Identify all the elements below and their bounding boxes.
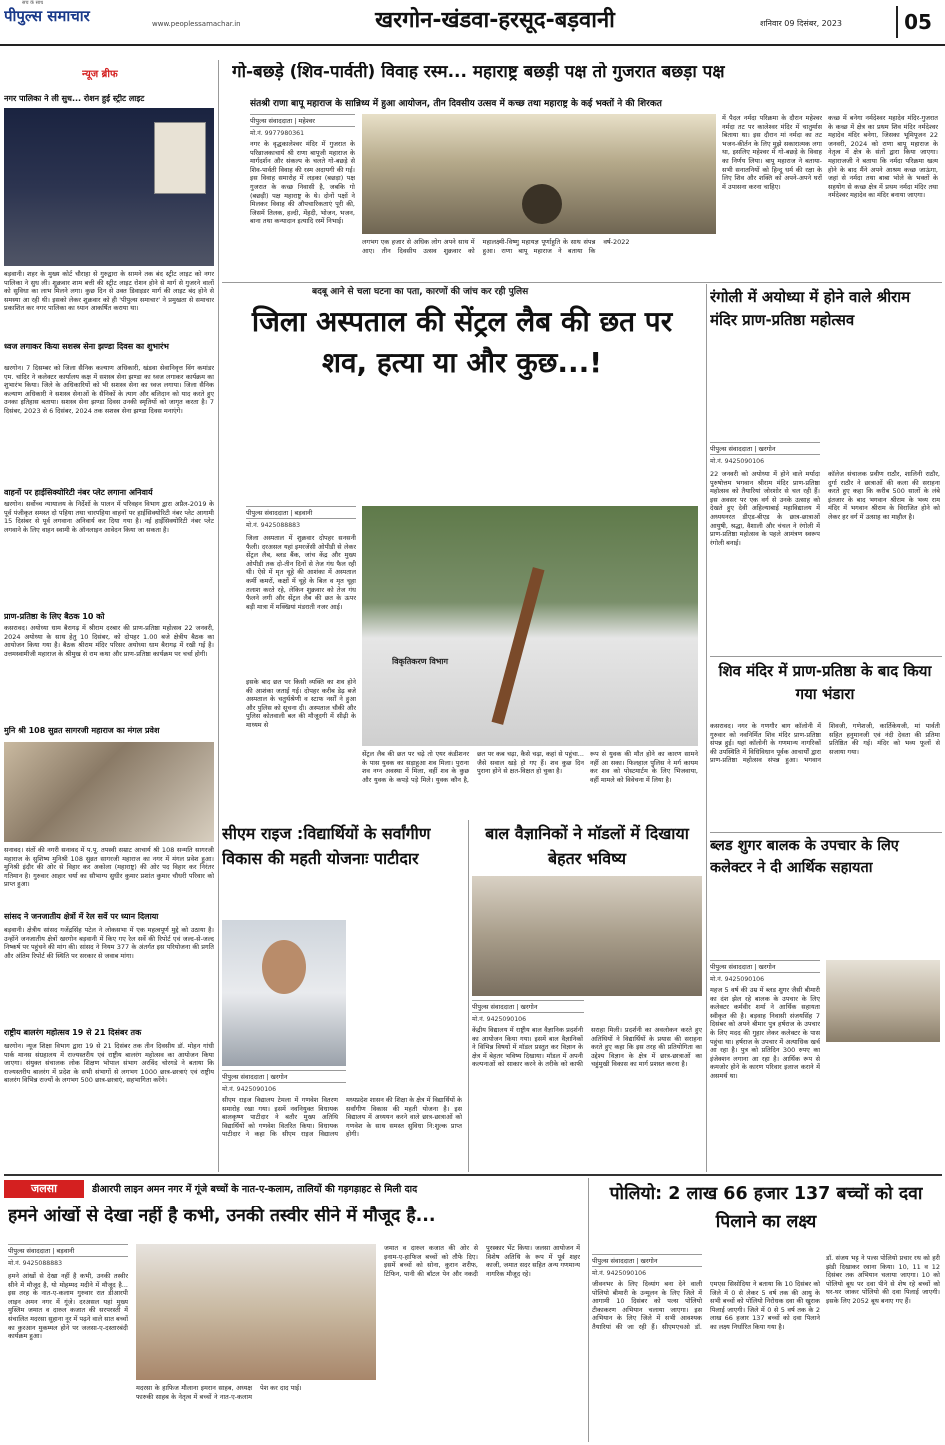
science-byline: पीपुल्स संवाददाता | खरगोन <box>472 1000 584 1013</box>
jalsa-mobile: मो.नं. 9425088883 <box>8 1260 63 1267</box>
story-jalsa <box>4 1178 584 1442</box>
news-brief-column <box>4 66 214 1174</box>
cow-subhead: संतश्री राणा बापू महाराज के सान्निध्य में हुआ आयोजन, तीन दिवसीय उत्सव में कच्छ तथा महाराष्ट्र के कई भक्तों ने की शिरकत <box>250 99 662 109</box>
hospital-body-3: सेंट्रल लैब की छत पर चढ़े तो एयर कंडीशनर के पास युवक का सड़ाहूआ शव मिला। पुराना शव नग्न अवस्था में मिला, वहीं शव के कुछ और युवक के कपड़े पड़े मिले। युवक कौन है, छत पर कब चढ़ा, कैसे चढ़ा, कहां से पहुंचा... जैसे सवाल खड़े हो गए हैं। शव कुछ दिन पुराना होने से क्षत-विक्षत हो चुका है। <box>362 750 584 784</box>
brief-body-3: खरगोन। सर्वोच्च न्यायालय के निर्देशों के पालन में परिवहन विभाग द्वारा अप्रैल-2019 के पूर्व पंजीकृत समस्त दो पहिया तथा चारपहिया वाहनों पर हाईसिक्योरिटी नंबर प्लेट आगामी 15 दिसंबर से पूर्व लगवाना अनिवार्य कर दिया गया है। नई हाईसिक्योरिटी नंबर प्लेट लगवाने के लिए वाहन स्वामी के ऑनलाइन आवेदन किया जा सकता है। <box>4 500 214 534</box>
brief-body-2: खरगोन। 7 दिसम्बर को जिला सैनिक कल्याण अधिकारी, खंडवा सेवानिवृत्त विंग कमांडर एम. चांदिर ने कलेक्टर कार्यालय कक्ष में सशस्त्र सेना झण्डा का ध्वज लगाकर कार्यक्रम का शुभारंभ किया। जिले के अधिकारियों को भी सशस्त्र सेना का ध्वज लगाया। जिला सैनिक कल्याण अधिकारी ने सशस्त्र सेनाओं के सैनिकों के त्याग और बलिदान को याद करते हुए उनका इतिहास बताया। सशस्त्र सेना झण्डा दिवस उनकी स्मृतियों को जागृत करता है। 7 दिसंबर, 2023 से 6 दिसंबर, 2024 तक सशस्त्र सेना झण्डा दिवस मनाएंगे। <box>4 364 214 415</box>
jalsa-kicker: डीआरपी लाइन अमन नगर में गूंजे बच्चों के नात-ए-कलाम, तालियों की गड़गड़ाहट से मिली दाद <box>92 1184 418 1195</box>
cmrise-body: सीएम राइज विद्यालय टेमला में गणवेश वितरण समारोह रखा गया। इसमें नवनियुक्त विधायक बालकृष्ण पाटीदार ने बतौर मुख्य अतिथि विद्यार्थियों को गणवेश वितरित किया। विधायक पाटीदार ने कहा कि सीएम राइज विद्यालय मध्यप्रदेश शासन की शिक्षा के क्षेत्र में विद्यार्थियों के सर्वांगीण विकास की महती योजना है। इस विद्यालय में अध्ययन करने वाले छात्र-छात्राओं को गणवेश के साथ समस्त सुविधा नि:शुल्क प्राप्त होगी। <box>222 1096 462 1139</box>
brief-label: न्यूज ब्रीफ <box>82 69 118 80</box>
shiv-body: कसरावद। नगर के गणगौर बाग कॉलोनी में गुरुवार को नवनिर्मित शिव मंदिर प्राण-प्रतिष्ठा संपन्न हुई। यहां कॉलोनी के गणमान्य नागरिकों की उपस्थिति में विधिविधान पूर्वक आचार्यों द्वारा प्राण-प्रतिष्ठा महोत्सव संपन्न हुआ। भगवान शिवजी, गणेशजी, कार्तिकेयजी, मां पार्वती सहित हनुमानजी एवं नंदी देवता की प्रतिमा प्रतिष्ठित की गई। मंदिर को भव्य फूलों से सजाया गया। <box>710 722 940 765</box>
polio-headline: पोलियो: 2 लाख 66 हजार 137 बच्चों को दवा पिलाने का लक्ष्य <box>609 1184 923 1232</box>
logo-tagline: सच के साथ <box>22 0 44 6</box>
hospital-headline: जिला अस्पताल की सेंट्रल लैब की छत पर शव, हत्या या और कुछ...! <box>251 305 673 379</box>
brief-headline-3: वाहनों पर हाईसिक्योरिटी नंबर प्लेट लगाना अनिवार्य <box>4 488 153 497</box>
jalsa-body: हमने आंखों से देखा नहीं है कभी, उनकी तस्वीर सीने में मौजूद है, यो मोहम्मद मदीने में मौजूद है... इस तरह के नात-ए-कलाम गुरुवार रात डीआरपी लाइन अमन नगर में गूंजे। दरअसल यहां मुख्य मुस्लिम जमात व दारुल कजात की सरपरस्ती में संचालित मदरसा सुहाना नूर में पढ़ने वाले सात बच्चों का कुरआन मुकम्मल होने पर जलसा-ए-दस्तारबंदी कार्यक्रम हुआ। <box>8 1272 128 1341</box>
brief-headline-5: मुनि श्री 108 सुव्रत सागरजी महाराज का मंगल प्रवेश <box>4 726 160 735</box>
shiv-headline: शिव मंदिर में प्राण-प्रतिष्ठा के बाद किया गया भंडारा <box>718 662 932 703</box>
cow-body-right: में पैदल नर्मदा परिक्रमा के दौरान महेश्वर नर्मदा तट पर कालेश्वर मंदिर में चातुर्मास बिताया था। इस दौरान मां नर्मदा का तट भजन-कीर्तन के लिए मुझे सकारात्मक लगा था, इसलिए महेश्वर में गो-बछड़े के विवाह का निर्णय लिया। बापू महाराज ने बताया- सभी सनातनियों को हिन्दू धर्म की रक्षा के लिए शिव और शक्ति को अपने-अपने घरों में उपासना करना चाहिए। <box>722 114 822 191</box>
polio-body: जीवनभर के लिए दिव्यांग बना देने वाली पोलियो बीमारी के उन्मूलन के लिए जिले में आगामी 10 दिसंबर को पल्स पोलियो टीकाकरण अभियान चलाया जाएगा। इस अभियान के लिए जिले में सभी आवश्यक तैयारियां की जा रही हैं। सीएमएचओ डॉ. एमएस सिसोदिया ने बताया कि 10 दिसंबर को जिले में 0 से लेकर 5 वर्ष तक की आयु के सभी बच्चों को पोलियो निरोधक दवा की खुराक पिलाई जाएगी। जिले में 0 से 5 वर्ष तक के 2 लाख 66 हजार 137 बच्चों को दवा पिलाने का लक्ष्य निर्धारित किया गया है। <box>592 1280 820 1331</box>
story-shiv-temple <box>710 660 942 830</box>
hospital-byline: पीपुल्स संवाददाता | बड़वानी <box>246 506 356 519</box>
brief-body-1: बड़वानी। शहर के मुख्य कोर्ट चौराहा से गुरुद्वारा के सामने तक बंद स्ट्रीट लाइट को नगर पालिका ने सुध ली। शुक्रवार शाम बत्ती की स्ट्रीट लाइट रोशन होने से मार्ग से गुजरने वालों को सुविधा का लाभ मिलने लगा। कुछ दिन से उक्त डिवाइडर मार्ग की लाइट बंद होने से समस्या आ रही थी। इसको लेकर शुक्रवार को ही 'पीपुल्स समाचार' ने प्रमुखता से समाचार प्रकाशित कर नगर पालिका का ध्यान आकर्षित कराया था। <box>4 270 214 313</box>
byline-name: पीपुल्स संवाददाता <box>222 1073 265 1081</box>
section-divider <box>710 832 942 833</box>
jalsa-label: जलसा <box>4 1180 84 1198</box>
cow-body-far: कच्छ में बनेगा नर्मदेश्वर महादेव मंदिर-गुजरात के कच्छ में क्षेत्र का प्रथम शिव मंदिर नर्मदेश्वर महादेव मंदिर बनेगा, जिसका भूमिपूजन 22 जनवरी, 2024 को राणा बापू महाराज के नेतृत्व में क्षेत्र के संतों द्वारा किया जाएगा। महाराजजी ने बताया कि नर्मदा परिक्रमा खत्म होने के बाद मैंने अपने आश्रम कच्छ जाऊंगा, जहां से नर्मदा तथा बाबा भोले के भक्तों के सहयोग से कच्छ क्षेत्र में प्रथम नर्मदा मंदिर तथा नर्मदेश्वर महादेव का मंदिर बनाया जाएगा। <box>828 114 938 200</box>
byline-place: बड़वानी <box>294 509 313 517</box>
byline-name: पीपुल्स संवाददाता <box>710 963 753 971</box>
byline-place: खरगोन <box>758 963 776 971</box>
cow-body-mid: लगभग एक हजार से अधिक लोग अपने साथ में आए। तीन दिवसीय उत्सव शुक्रवार को महालक्ष्मी-विष्णु महायज्ञ पूर्णाहुति के साथ संपन्न हुआ। राणा बापू महाराज ने बताया कि वर्ष-2022 <box>362 238 630 255</box>
science-body: केंद्रीय विद्यालय में राष्ट्रीय बाल वैज्ञानिक प्रदर्शनी का आयोजन किया गया। इसमें बाल वैज्ञानिकों ने विभिन्न विषयों में मॉडल प्रस्तुत कर विज्ञान के क्षेत्र में बेहतर भविष्य दिखाया। मॉडल में अपनी कल्पनाओं को साकार करने के तरीके को काफी सराहा मिली। प्रदर्शनी का अवलोकन करते हुए अतिथियों ने विद्यार्थियों के प्रयास की सराहना करते हुए कहा कि इस तरह की प्रतियोगिता का उद्देश्य विज्ञान के क्षेत्र में छात्र-छात्राओं का चहुंमुखी विकास का मार्ग प्रशस्त करना है। <box>472 1026 702 1069</box>
blood-mobile: मो.नं. 9425090106 <box>710 976 765 983</box>
science-headline: बाल वैज्ञानिकों ने मॉडलों में दिखाया बेहतर भविष्य <box>485 824 689 868</box>
cow-mobile: मो.नं. 9977980361 <box>250 130 305 137</box>
muni-procession-photo <box>4 742 214 842</box>
blood-body: महज 5 वर्ष की उम्र में ब्लड शुगर जैसी बीमारी का दंश झेल रहे बालक के उपचार के लिए कलेक्टर कर्मवीर शर्मा ने आर्थिक सहायता स्वीकृत की है। बड़वाह निवासी संजयसिंह 7 दिसंबर को अपने बीमार पुत्र हर्षराज के उपचार के लिए मदद की गुहार लेकर कलेक्टर के पास पहुंचा था। हर्षराज के उपचार में अत्याधिक खर्च आ रहा है। पुत्र को प्रतिदिन 300 रुपए का इंजेक्शन लगाना आ रहा है। आर्थिक रूप से कमजोर होने के कारण परिवार इलाज कराने में असमर्थ था। <box>710 986 820 1080</box>
cow-headline: गो-बछड़े (शिव-पार्वती) विवाह रस्म... महाराष्ट्र बछड़ी पक्ष तो गुजरात बछड़ा पक्ष <box>232 62 725 82</box>
blood-headline: ब्लड शुगर बालक के उपचार के लिए कलेक्टर ने दी आर्थिक सहायता <box>710 838 899 876</box>
byline-place: खरगोन <box>640 1257 658 1265</box>
hospital-kicker: बदबू आने से चला घटना का पता, कारणों की जांच कर रही पुलिस <box>312 287 529 297</box>
brief-headline-6: सांसद ने जनजातीय क्षेत्रों में रेल सर्वे पर ध्यान दिलाया <box>4 912 159 921</box>
brief-headline-7: राष्ट्रीय बालरंग महोत्सव 19 से 21 दिसंबर तक <box>4 1028 142 1037</box>
page-number: 05 <box>896 6 938 38</box>
cow-body-left: नगर के वृद्धकालेश्वर मंदिर में गुजरात के परिव्राजकाचार्य श्री राणा बापूजी महाराज के मार्गदर्शन और संकल्प के चलते गो-बछड़े से शिव-पार्वती विवाह की रस्म अदायगी की गई। इस विवाह समारोह में लड़का (बछड़ा) पक्ष गुजरात के कच्छ निवासी है, जबकि गो (बछड़ी) पक्ष महाराष्ट्र के थे। दोनों पक्षों ने मिलकर विवाह की औपचारिकताएं पूरी की, जिसमें तिलक, हल्दी, मेंहदी, भोजन, भजन, बाना तथा कन्यादान इत्यादि रस्में निभाई। <box>250 140 355 226</box>
section-divider <box>222 282 942 283</box>
section-divider <box>710 656 942 657</box>
rangoli-byline: पीपुल्स संवाददाता | खरगोन <box>710 442 820 455</box>
blood-byline: पीपुल्स संवाददाता | खरगोन <box>710 960 820 973</box>
polio-mobile: मो.नं. 9425090106 <box>592 1270 647 1277</box>
blood-collector-photo <box>826 960 940 1042</box>
cmrise-mobile: मो.नं. 9425090106 <box>222 1086 277 1093</box>
column-divider <box>468 820 469 1172</box>
cmrise-headline: सीएम राइज :विद्यार्थियों के सर्वांगीण विकास की महती योजनाः पाटीदार <box>222 824 431 868</box>
cow-byline: पीपुल्स संवाददाता | महेश्वर <box>250 114 355 127</box>
photo-lab-sign: विकृतिकरण विभाग <box>392 657 449 666</box>
cmrise-speaker-photo <box>222 920 346 1066</box>
byline-name: पीपुल्स संवाददाता <box>710 445 753 453</box>
rangoli-body: 22 जनवरी को अयोध्या में होने वाले मर्यादा पुरुषोत्तम भगवान श्रीराम मंदिर प्राण-प्रतिष्ठा महोत्सव को तैयारियां जोरशोर से चल रही हैं। इस अवसर पर एक वर्ग से उनके उत्साह को देखते हुए देवी अहिल्याबाई महाविद्यालय में अध्ययनरत डीएड-बीएड के छात्र-छात्राओं आयुषी, श्रद्धा, वैशाली और चंचल ने रंगोली में प्राण-प्रतिष्ठा महोत्सव के पहले आमंत्रण स्वरूप रंगोली बनाई। <box>710 470 820 547</box>
polio-body-b: डॉ. संजय भट्ट ने पल्स पोलियो प्रचार रथ को हरी झंडी दिखाकर रवाना किया। 10, 11 व 12 दिसंबर तक अभियान चलाया जाएगा। 10 को पोलियो बूथ पर दवा पीने से शेष रहे बच्चों को घर-घर जाकर पोलियो की दवा पिलाई जाएगी। इसके लिए 2052 बूथ बनाए गए हैं। <box>826 1254 940 1305</box>
brief-body-6: बड़वानी। क्षेत्रीय सांसद गजेंद्रसिंह पटेल ने लोकसभा में एक महत्वपूर्ण मुद्दे को उठाया है। उन्होंने जनजातीय क्षेत्रों खरगोन बड़वानी में किए गए रेल सर्वे की रिपोर्ट एवं जल्द-से-जल्द निष्कर्ष पर पहुंचने की मांग की। सांसद ने नियम 377 के अंतर्गत इस परियोजना की प्रगति और अंतिम रिपोर्ट की स्थिति पर सरकार से जवाब मांगा। <box>4 926 214 960</box>
story-science-models <box>472 820 704 1172</box>
byline-place: खरगोन <box>520 1003 538 1011</box>
hospital-body-2: इसके बाद छत पर किसी व्यक्ति का शव होने की आशंका जताई गई। दोपहर करीब डेढ़ बजे अस्पताल के चतुर्थश्रेणी व स्टाफ नर्सों ने हुआ और पुलिस को सूचना दी। अस्पताल चौकी और पुलिस कोतवाली बल की मौजूदगी में सीढ़ी के माध्यम से <box>246 678 356 729</box>
science-mobile: मो.नं. 9425090106 <box>472 1016 527 1023</box>
byline-place: बड़वानी <box>56 1247 75 1255</box>
story-cow-wedding <box>222 58 942 280</box>
street-light-photo <box>4 108 214 266</box>
brief-headline-4: प्राण-प्रतिष्ठा के लिए बैठक 10 को <box>4 612 105 621</box>
hospital-mobile: मो.नं. 9425088883 <box>246 522 301 529</box>
jalsa-photo-caption: मदरसा के हाफिज मौलाना इमरान साहब, अध्यक्ष फारुकी साहब के नेतृत्व में बच्चों ने नात-ए-कलाम पेश कर दाद पाई। <box>136 1384 302 1401</box>
jalsa-headline: हमने आंखों से देखा नहीं है कभी, उनकी तस्वीर सीने में मौजूद है... <box>8 1206 436 1226</box>
rangoli-headline: रंगोली में अयोध्या में होने वाले श्रीराम मंदिर प्राण-प्रतिष्ठा महोत्सव <box>710 288 911 330</box>
story-rangoli <box>710 286 942 652</box>
column-divider <box>706 284 707 1172</box>
column-divider <box>218 60 219 1172</box>
blood-body-continued <box>826 1046 940 1170</box>
brief-headline-2: ध्वज लगाकर किया सशस्त्र सेना झण्डा दिवस का शुभारंभ <box>4 342 169 351</box>
hospital-body-1: जिला अस्पताल में शुक्रवार दोपहर सनसनी फैली। दरअसल यहां इमरजेंसी ओपीडी से लेकर सेंट्रल लैब, ब्लड बैंक, जांच केंद्र और मुख्य ओपीडी तक दो-तीन दिनों से तेज गंध फैल रही थी। ऐसे में मृत चूहे की आशंका में अस्पताल कर्मी कमरों, कक्षों में चूहे के बिल व मृत चूहा तलाश करते रहे, लेकिन शुक्रवार को तेज गंध फैलने लगी और सेंट्रल लैब की छत के ऊपर बड़ी मात्रा में मक्खियां मंडराती नजर आई। <box>246 534 356 611</box>
hospital-lab-photo <box>362 506 698 746</box>
section-title: खरगोन-खंडवा-हरसूद-बड़वानी <box>375 8 615 33</box>
masthead <box>0 0 945 46</box>
byline-name: पीपुल्स संवाददाता <box>250 117 293 125</box>
cow-ceremony-photo <box>362 114 716 234</box>
edition-date: शनिवार 09 दिसंबर, 2023 <box>760 19 843 28</box>
brief-headline-1: नगर पालिका ने ली सुध... रोशन हुई स्ट्रीट लाइट <box>4 94 145 103</box>
story-polio <box>592 1180 942 1442</box>
brief-body-4: कसरावद। अयोध्या धाम बैरागढ़ में श्रीराम दरबार की प्राण-प्रतिष्ठा महोत्सव 22 जनवरी, 2024 अयोध्या के साथ हेतु 10 दिसंबर, को दोपहर 1.00 बजे क्षेत्रीय बैठक का आयोजन किया गया है। बैठक श्रीराम मंदिर परिसर अयोध्या धाम बैरागढ़ में रखी गई है। उत्तमस्वामीजी महाराज के श्रीमुख से राम कथा और प्राण-प्रतिष्ठा कार्यक्रम पर चर्चा होगी। <box>4 624 214 658</box>
jalsa-byline: पीपुल्स संवाददाता | बड़वानी <box>8 1244 128 1257</box>
cmrise-byline: पीपुल्स संवाददाता | खरगोन <box>222 1070 346 1083</box>
byline-place: खरगोन <box>758 445 776 453</box>
rangoli-mobile: मो.नं. 9425090106 <box>710 458 765 465</box>
story-blood-sugar <box>710 836 942 1172</box>
brief-body-5: सनावद। संतों की नगरी सनावद में प.पू. तपस्वी सम्राट आचार्य श्री 108 सन्मति सागरजी महाराज के सुशिष्य मुनिश्री 108 सुव्रत सागरजी महाराज का नगर में मंगल प्रवेश हुआ। मुनिश्री इंदौर की ओर से विहार कर अकोला (महाराष्ट्र) की ओर पद विहार कर निरंतर गतिमान है। गुरुवार आहार चर्या का सौभाग्य सुधीर कुमार प्रशांत कुमार चौधरी परिवार को प्राप्त हुआ। <box>4 846 214 889</box>
column-divider <box>588 1178 589 1442</box>
rangoli-body-b: कॉलेज संचालक प्रवीण राठौर, शालिनी राठौर, दुर्गा राठौर ने छात्राओं की कला की सराहना करते हुए कहा कि करीब 500 सालों के लंबे इंतजार के बाद भगवान श्रीराम के भव्य राम मंदिर में भगवान श्रीराम के विराजित होने को लेकर हर वर्ग में उत्साह का माहौल है। <box>828 470 940 521</box>
byline-name: पीपुल्स संवाददाता <box>592 1257 635 1265</box>
jalsa-children-photo <box>136 1244 376 1380</box>
story-cm-rise <box>222 820 464 1172</box>
byline-place: खरगोन <box>270 1073 288 1081</box>
jalsa-body-b: जमात व दारुल कजात की ओर से इनाम-ए-हाफिज बच्चों को तौफे दिए। इसमें बच्चों को सोना, कुरान शरीफ, टिफिन, पानी की बॉटल पेन और नकदी पुरस्कार भेंट किया। जलसा आयोजन में विशेष अतिथि के रूप में पूर्व शहर काजी, जमात सदर सहित अन्य गणमान्य नागरिक मौजूद रहे। <box>384 1244 580 1278</box>
byline-place: महेश्वर <box>298 117 315 125</box>
polio-byline: पीपुल्स संवाददाता | खरगोन <box>592 1254 702 1267</box>
newspaper-logo: पीपुल्स समाचार <box>4 7 90 25</box>
brief-body-7: खरगोन। न्यूज शिक्षा विभाग द्वारा 19 से 21 दिसंबर तक तीन दिवसीय डॉ. मोहन गांधी पार्क मानस संग्रहालय में राज्यस्तरीय एवं राष्ट्रीय बालरंग महोत्सव का आयोजन किया जाएगा। संयुक्त संचालक लोक शिक्षण भोपाल संभाग अरविंद चोरगडे ने बताया कि राज्यस्तरीय बालरंग में प्रदेश के सभी संभागों से लगभग 1000 छात्र-छात्राएं एवं राष्ट्रीय बालरंग विभिन्न राज्यों के लगभग 500 छात्र-छात्राएं, सहभागिता करेंगे। <box>4 1042 214 1085</box>
hospital-body-4: रूप से युवक की मौत होने का कारण सामने नहीं आ सका। फिलहाल पुलिस ने मर्ग कायम कर शव को पोस्टमार्टम के लिए भिजवाया, वहीं मामले को विवेचना में लिया है। <box>590 750 698 784</box>
website-url[interactable]: www.peoplessamachar.in <box>152 20 241 28</box>
byline-name: पीपुल्स संवाददाता <box>246 509 289 517</box>
byline-name: पीपुल्स संवाददाता <box>8 1247 51 1255</box>
science-exhibition-photo <box>472 876 702 996</box>
section-divider <box>4 1174 942 1176</box>
byline-name: पीपुल्स संवाददाता <box>472 1003 515 1011</box>
story-hospital <box>222 284 702 816</box>
